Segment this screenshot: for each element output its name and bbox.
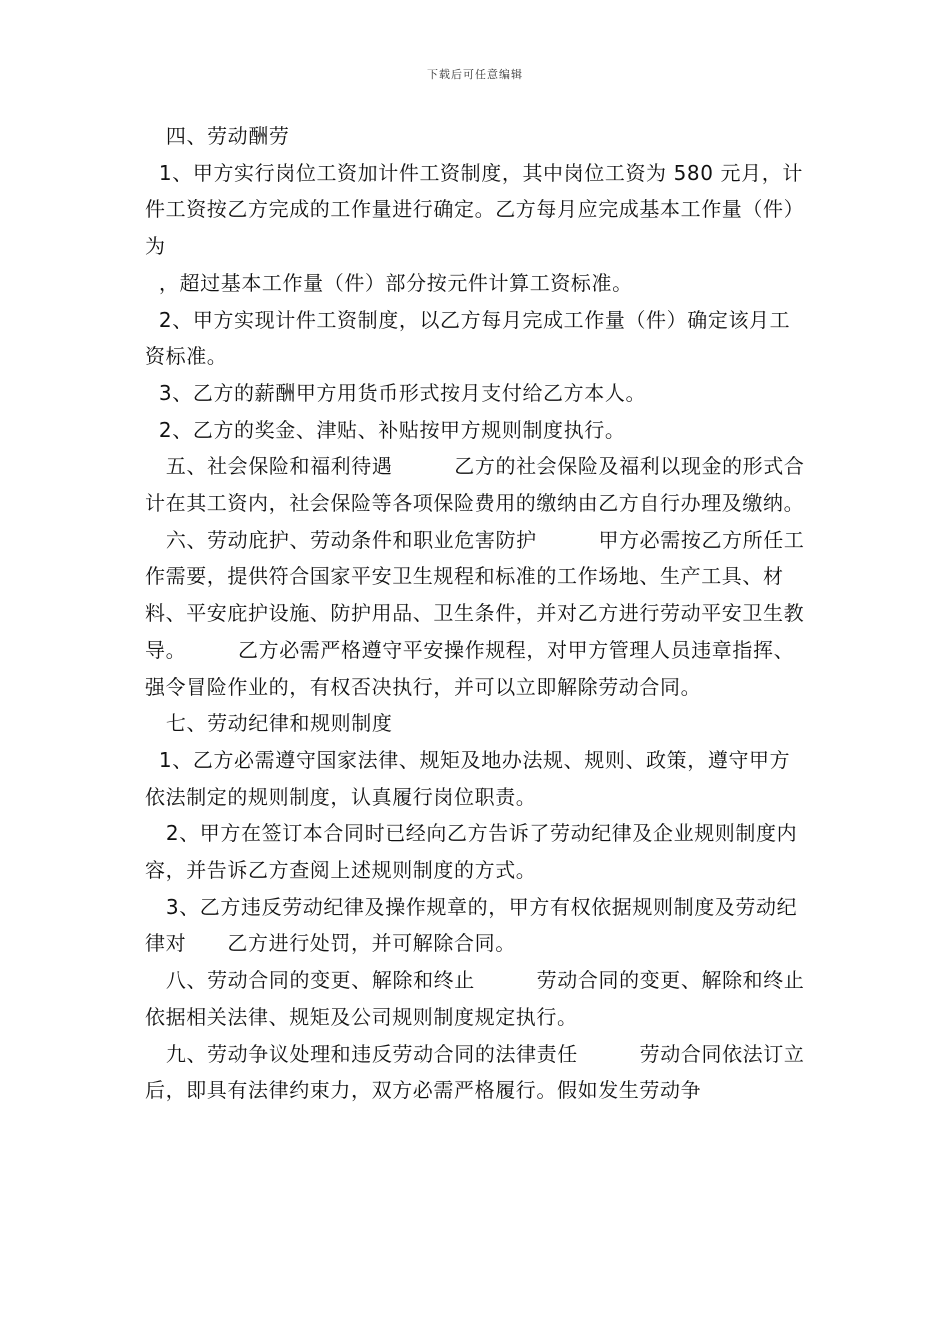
paragraph-labor-protection: 六、劳动庇护、劳动条件和职业危害防护 甲方必需按乙方所任工作需要，提供符合国家平安卫生规程和标准的工作场地、生产工具、材料、平安庇护设施、防护用品、卫生条件，并对乙方进行劳动平安卫生教导。 乙方必需严格遵守平安操作规程，对甲方管理人员违章指挥、强令冒险作业的，有权否决执行，并可以立即解除劳动合同。 (145, 527, 805, 699)
paragraph-contract-change: 八、劳动合同的变更、解除和终止 劳动合同的变更、解除和终止依据相关法律、规矩及公司规则制度规定执行。 (145, 968, 805, 1029)
paragraph-discipline-2: 2、甲方在签订本合同时已经向乙方告诉了劳动纪律及企业规则制度内容，并告诉乙方查阅上述规则制度的方式。 (145, 821, 798, 883)
page-header-note: 下载后可任意编辑 (427, 68, 523, 81)
paragraph-dispute-liability: 九、劳动争议处理和违反劳动合同的法律责任 劳动合同依法订立后，即具有法律约束力，双方必需严格履行。假如发生劳动争 (145, 1041, 805, 1103)
paragraph-remuneration-4: 2、乙方的奖金、津贴、补贴按甲方规则制度执行。 (145, 417, 626, 442)
paragraph-remuneration-2: 2、甲方实现计件工资制度，以乙方每月完成工作量（件）确定该月工资标准。 (145, 307, 791, 369)
paragraph-remuneration-1-cont: ，超过基本工作量（件）部分按元件计算工资标准。 (145, 270, 633, 295)
section-heading-discipline: 七、劳动纪律和规则制度 (145, 711, 393, 736)
document-body (145, 118, 810, 1109)
paragraph-remuneration-3: 3、乙方的薪酬甲方用货币形式按月支付给乙方本人。 (145, 380, 647, 405)
paragraph-discipline-1: 1、乙方必需遵守国家法律、规矩及地办法规、规则、政策，遵守甲方依法制定的规则制度，认真履行岗位职责。 (145, 747, 791, 809)
section-heading-remuneration: 四、劳动酬劳 (145, 124, 290, 148)
paragraph-discipline-3: 3、乙方违反劳动纪律及操作规章的，甲方有权依据规则制度及劳动纪律对 乙方进行处罚，并可解除合同。 (145, 894, 798, 956)
paragraph-remuneration-1: 1、甲方实行岗位工资加计件工资制度，其中岗位工资为 580 元月，计件工资按乙方完成的工作量进行确定。乙方每月应完成基本工作量（件）为 (145, 160, 805, 259)
paragraph-social-insurance: 五、社会保险和福利待遇 乙方的社会保险及福利以现金的形式合计在其工资内，社会保险等各项保险费用的缴纳由乙方自行办理及缴纳。 (145, 454, 805, 516)
